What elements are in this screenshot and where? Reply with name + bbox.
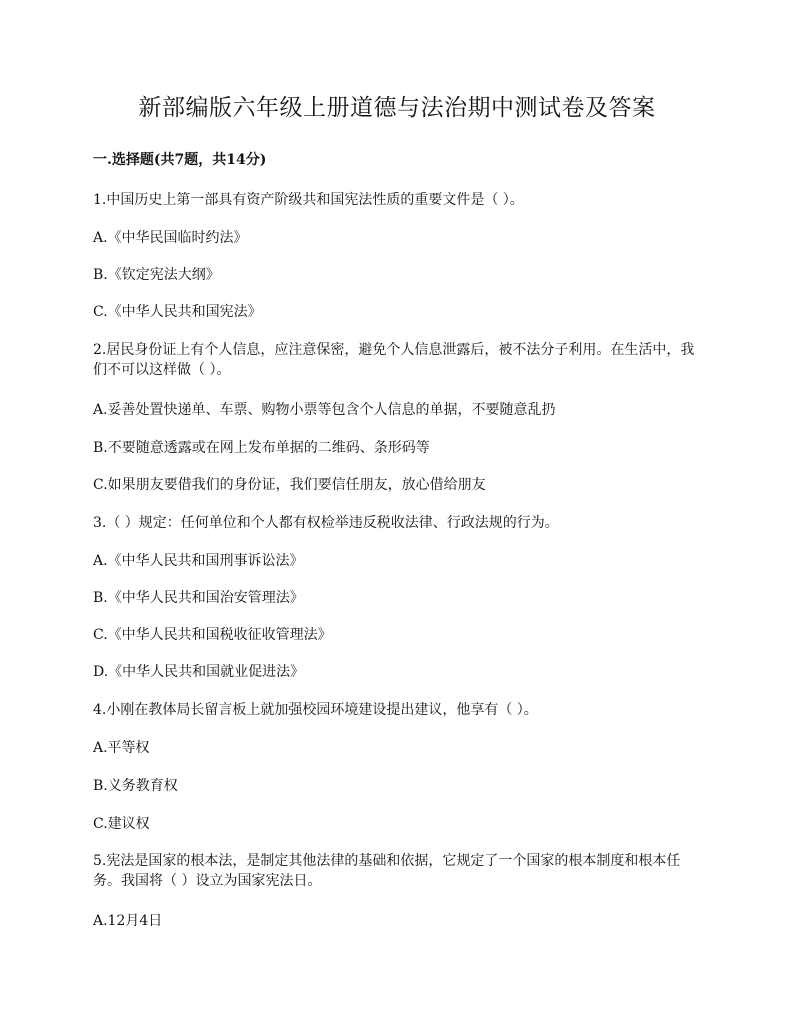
- section-heading: 一.选择题(共7题，共14分): [93, 152, 267, 168]
- question-3-option-b: B.《中华人民共和国治安管理法》: [93, 590, 304, 606]
- question-5-stem: 5.宪法是国家的根本法，是制定其他法律的基础和依据，它规定了一个国家的根本制度和根本任务。我国将（ ）设立为国家宪法日。: [93, 853, 681, 889]
- question-2-option-a: A.妥善处置快递单、车票、购物小票等包含个人信息的单据，不要随意乱扔: [93, 402, 556, 418]
- question-5-option-a: A.12月4日: [93, 913, 163, 929]
- question-3-stem: 3.（ ）规定：任何单位和个人都有权检举违反税收法律、行政法规的行为。: [93, 515, 559, 531]
- question-2-option-b: B.不要随意透露或在网上发布单据的二维码、条形码等: [93, 440, 430, 456]
- question-2-option-c: C.如果朋友要借我们的身份证，我们要信任朋友，放心借给朋友: [93, 477, 486, 493]
- question-1-option-c: C.《中华人民共和国宪法》: [93, 304, 262, 320]
- question-1-stem: 1.中国历史上第一部具有资产阶级共和国宪法性质的重要文件是（ ）。: [93, 192, 524, 208]
- question-4-option-c: C.建议权: [93, 816, 150, 832]
- question-1-option-a: A.《中华民国临时约法》: [93, 230, 248, 246]
- question-3-option-d: D.《中华人民共和国就业促进法》: [93, 664, 305, 680]
- question-2-stem: 2.居民身份证上有个人信息，应注意保密，避免个人信息泄露后，被不法分子利用。在生活中，我们不可以这样做（ ）。: [93, 342, 695, 378]
- question-3-option-a: A.《中华人民共和国刑事诉讼法》: [93, 553, 304, 569]
- question-1-option-b: B.《钦定宪法大纲》: [93, 267, 220, 283]
- question-4-stem: 4.小刚在教体局长留言板上就加强校园环境建设提出建议，他享有（ ）。: [93, 702, 538, 718]
- page-title: 新部编版六年级上册道德与法治期中测试卷及答案: [138, 95, 656, 121]
- question-4-option-a: A.平等权: [93, 740, 150, 756]
- question-4-option-b: B.义务教育权: [93, 778, 178, 794]
- question-3-option-c: C.《中华人民共和国税收征收管理法》: [93, 627, 332, 643]
